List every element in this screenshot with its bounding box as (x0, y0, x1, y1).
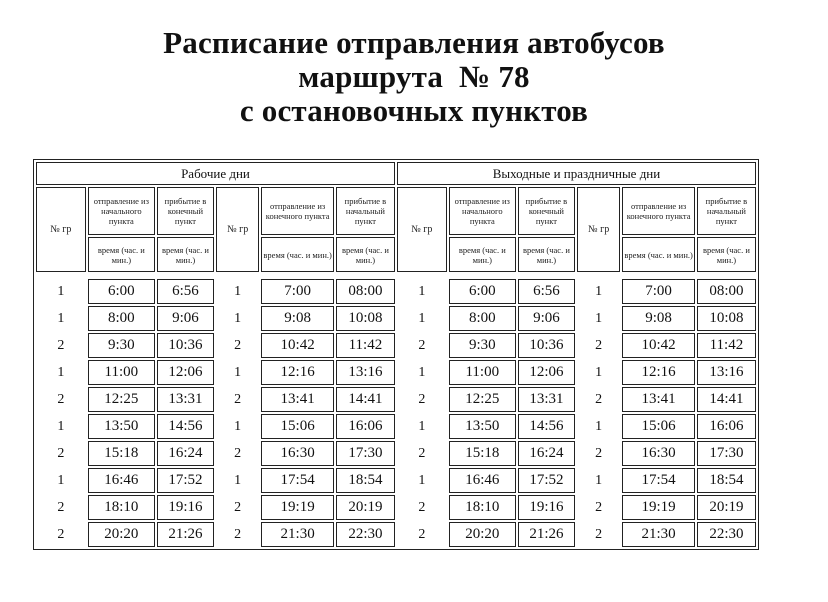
arrival-end-header: прибытие в конечный пункт (157, 187, 214, 235)
arrival-time-cell: 13:16 (697, 360, 756, 385)
time-header: время (час. и мин.) (88, 237, 155, 272)
group-number-cell: 1 (595, 418, 603, 434)
table-row (36, 360, 756, 385)
group-number-cell: 2 (234, 391, 242, 407)
arrival-time-cell: 16:24 (518, 441, 575, 466)
group-number-cell: 1 (595, 364, 603, 380)
departure-time-cell: 18:10 (88, 495, 155, 520)
group-number-cell: 2 (595, 445, 603, 461)
group-number-header: № гр (397, 187, 447, 272)
departure-time-cell: 8:00 (449, 306, 516, 331)
time-header: время (час. и мин.) (622, 237, 694, 272)
departure-time-cell: 10:42 (261, 333, 333, 358)
arrival-time-cell: 16:06 (336, 414, 395, 439)
arrival-time-cell: 17:52 (157, 468, 214, 493)
group-number-cell: 1 (418, 418, 426, 434)
arrival-time-cell: 11:42 (336, 333, 395, 358)
group-number-cell: 1 (57, 310, 65, 326)
time-header: время (час. и мин.) (518, 237, 575, 272)
group-number-cell: 2 (418, 526, 426, 542)
group-number-cell: 2 (595, 499, 603, 515)
departure-time-cell: 10:42 (622, 333, 694, 358)
group-number-cell: 2 (57, 391, 65, 407)
departure-end-header: отправление из конечного пункта (261, 187, 333, 235)
arrival-time-cell: 20:19 (336, 495, 395, 520)
group-number-cell: 2 (57, 337, 65, 353)
group-number-cell: 2 (418, 337, 426, 353)
arrival-time-cell: 13:16 (336, 360, 395, 385)
title-line-1: Расписание отправления автобусов (163, 25, 665, 60)
table-row (36, 387, 756, 412)
group-number-cell: 2 (234, 526, 242, 542)
arrival-time-cell: 22:30 (697, 522, 756, 547)
arrival-start-header: прибытие в начальный пункт (697, 187, 756, 235)
arrival-time-cell: 13:31 (518, 387, 575, 412)
arrival-time-cell: 21:26 (157, 522, 214, 547)
departure-time-cell: 12:25 (88, 387, 155, 412)
time-header: время (час. и мин.) (697, 237, 756, 272)
departure-time-cell: 21:30 (622, 522, 694, 547)
arrival-time-cell: 13:31 (157, 387, 214, 412)
departure-start-header: отправление из начального пункта (449, 187, 516, 235)
time-header: время (час. и мин.) (449, 237, 516, 272)
group-number-cell: 2 (234, 445, 242, 461)
departure-time-cell: 8:00 (88, 306, 155, 331)
group-number-cell: 1 (418, 364, 426, 380)
arrival-time-cell: 16:06 (697, 414, 756, 439)
time-header: время (час. и мин.) (336, 237, 395, 272)
departure-end-header: отправление из конечного пункта (622, 187, 694, 235)
arrival-time-cell: 9:06 (518, 306, 575, 331)
table-row (36, 522, 756, 547)
arrival-time-cell: 10:08 (336, 306, 395, 331)
table-row (36, 279, 756, 304)
departure-time-cell: 9:30 (449, 333, 516, 358)
group-number-header: № гр (216, 187, 259, 272)
arrival-time-cell: 20:19 (697, 495, 756, 520)
arrival-time-cell: 14:56 (157, 414, 214, 439)
group-number-cell: 2 (57, 526, 65, 542)
departure-time-cell: 12:25 (449, 387, 516, 412)
group-number-cell: 2 (234, 337, 242, 353)
group-number-cell: 2 (418, 445, 426, 461)
departure-time-cell: 12:16 (261, 360, 333, 385)
departure-start-header: отправление из начального пункта (88, 187, 155, 235)
departure-time-cell: 21:30 (261, 522, 333, 547)
departure-time-cell: 15:18 (449, 441, 516, 466)
arrival-time-cell: 12:06 (518, 360, 575, 385)
arrival-time-cell: 6:56 (518, 279, 575, 304)
arrival-time-cell: 12:06 (157, 360, 214, 385)
group-number-cell: 1 (595, 283, 603, 299)
group-number-cell: 2 (595, 337, 603, 353)
departure-time-cell: 15:06 (622, 414, 694, 439)
group-number-cell: 1 (234, 283, 242, 299)
table-row (36, 306, 756, 331)
header-spacer (36, 274, 756, 277)
departure-time-cell: 17:54 (622, 468, 694, 493)
group-number-cell: 2 (418, 391, 426, 407)
arrival-time-cell: 16:24 (157, 441, 214, 466)
arrival-start-header: прибытие в начальный пункт (336, 187, 395, 235)
arrival-time-cell: 10:36 (157, 333, 214, 358)
arrival-time-cell: 22:30 (336, 522, 395, 547)
weekends-header: Выходные и праздничные дни (397, 162, 756, 185)
arrival-time-cell: 11:42 (697, 333, 756, 358)
group-number-cell: 2 (234, 499, 242, 515)
arrival-time-cell: 14:56 (518, 414, 575, 439)
group-number-cell: 2 (57, 499, 65, 515)
table-row (36, 468, 756, 493)
table-row (36, 414, 756, 439)
departure-time-cell: 16:30 (622, 441, 694, 466)
departure-time-cell: 11:00 (88, 360, 155, 385)
group-number-cell: 1 (595, 310, 603, 326)
time-header: время (час. и мин.) (157, 237, 214, 272)
departure-time-cell: 9:30 (88, 333, 155, 358)
departure-time-cell: 20:20 (88, 522, 155, 547)
group-number-cell: 1 (57, 472, 65, 488)
departure-time-cell: 12:16 (622, 360, 694, 385)
arrival-time-cell: 14:41 (697, 387, 756, 412)
arrival-time-cell: 08:00 (697, 279, 756, 304)
group-number-cell: 2 (57, 445, 65, 461)
arrival-time-cell: 10:08 (697, 306, 756, 331)
title-line-2: маршрута № 78 (298, 59, 530, 94)
group-number-cell: 1 (418, 472, 426, 488)
time-header: время (час. и мин.) (261, 237, 333, 272)
arrival-time-cell: 14:41 (336, 387, 395, 412)
arrival-time-cell: 21:26 (518, 522, 575, 547)
arrival-time-cell: 18:54 (697, 468, 756, 493)
departure-time-cell: 15:06 (261, 414, 333, 439)
departure-time-cell: 11:00 (449, 360, 516, 385)
departure-time-cell: 16:46 (449, 468, 516, 493)
departure-time-cell: 16:46 (88, 468, 155, 493)
table-row (36, 333, 756, 358)
arrival-time-cell: 08:00 (336, 279, 395, 304)
departure-time-cell: 19:19 (261, 495, 333, 520)
arrival-time-cell: 19:16 (157, 495, 214, 520)
page-title (0, 26, 828, 128)
departure-time-cell: 9:08 (261, 306, 333, 331)
group-number-cell: 2 (418, 499, 426, 515)
group-number-cell: 1 (234, 472, 242, 488)
departure-time-cell: 13:41 (261, 387, 333, 412)
group-number-cell: 1 (57, 418, 65, 434)
group-number-cell: 1 (418, 310, 426, 326)
departure-time-cell: 6:00 (449, 279, 516, 304)
arrival-time-cell: 6:56 (157, 279, 214, 304)
schedule-table (33, 159, 759, 550)
group-number-header: № гр (36, 187, 86, 272)
group-number-cell: 1 (595, 472, 603, 488)
departure-time-cell: 19:19 (622, 495, 694, 520)
table-row (36, 495, 756, 520)
arrival-time-cell: 17:52 (518, 468, 575, 493)
group-number-header: № гр (577, 187, 620, 272)
group-number-cell: 2 (595, 391, 603, 407)
departure-time-cell: 6:00 (88, 279, 155, 304)
group-number-cell: 1 (234, 418, 242, 434)
departure-time-cell: 20:20 (449, 522, 516, 547)
departure-time-cell: 18:10 (449, 495, 516, 520)
group-number-cell: 1 (234, 364, 242, 380)
departure-time-cell: 7:00 (622, 279, 694, 304)
departure-time-cell: 13:50 (88, 414, 155, 439)
departure-time-cell: 13:41 (622, 387, 694, 412)
arrival-time-cell: 10:36 (518, 333, 575, 358)
departure-time-cell: 9:08 (622, 306, 694, 331)
arrival-time-cell: 18:54 (336, 468, 395, 493)
departure-time-cell: 16:30 (261, 441, 333, 466)
arrival-end-header: прибытие в конечный пункт (518, 187, 575, 235)
departure-time-cell: 7:00 (261, 279, 333, 304)
workdays-header: Рабочие дни (36, 162, 395, 185)
title-line-3: с остановочных пунктов (239, 93, 589, 128)
group-number-cell: 1 (57, 283, 65, 299)
arrival-time-cell: 17:30 (697, 441, 756, 466)
table-row (36, 441, 756, 466)
departure-time-cell: 13:50 (449, 414, 516, 439)
group-number-cell: 1 (418, 283, 426, 299)
departure-time-cell: 15:18 (88, 441, 155, 466)
arrival-time-cell: 9:06 (157, 306, 214, 331)
arrival-time-cell: 17:30 (336, 441, 395, 466)
departure-time-cell: 17:54 (261, 468, 333, 493)
group-number-cell: 1 (57, 364, 65, 380)
group-number-cell: 1 (234, 310, 242, 326)
group-number-cell: 2 (595, 526, 603, 542)
arrival-time-cell: 19:16 (518, 495, 575, 520)
